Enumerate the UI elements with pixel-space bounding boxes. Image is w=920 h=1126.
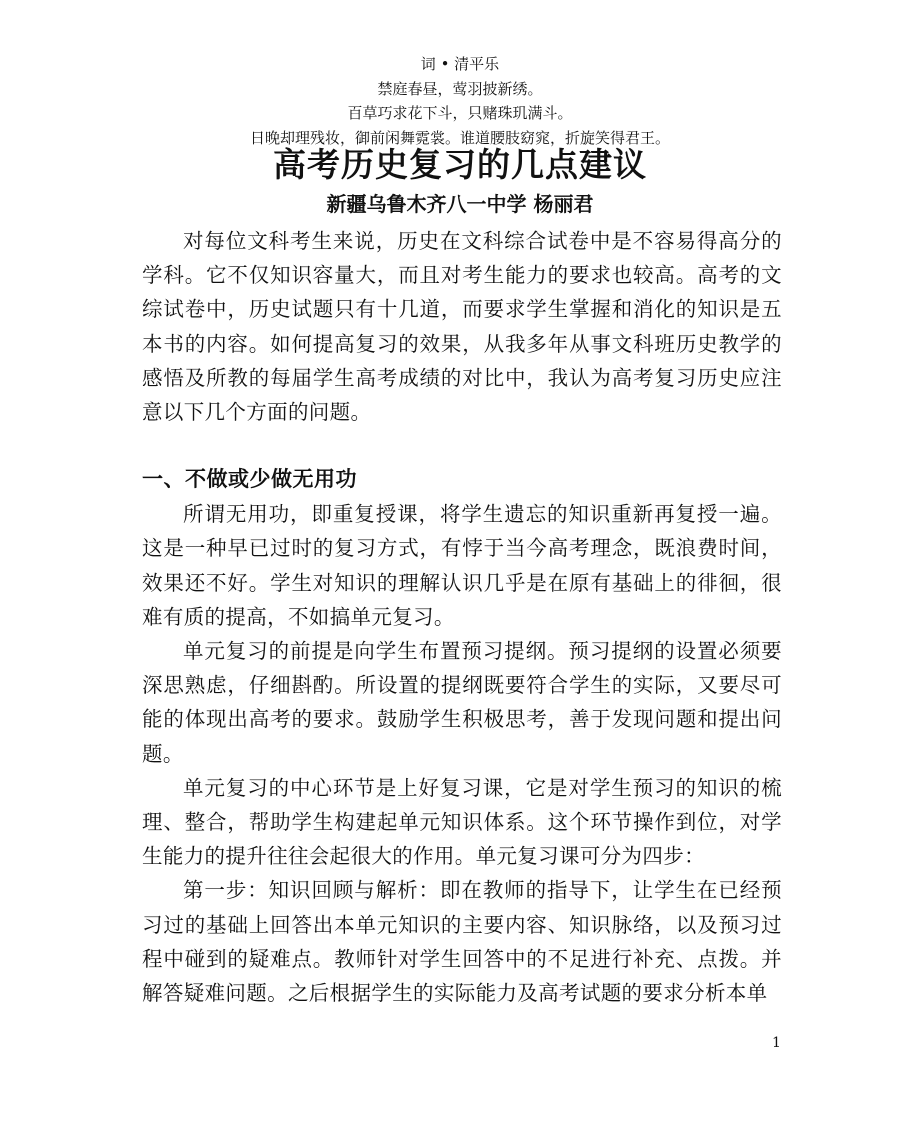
page-number: 1 (772, 1035, 781, 1051)
poem-header (140, 52, 780, 150)
section-heading: 一、不做或少做无用功 (142, 466, 357, 492)
body-paragraph: 第一步：知识回顾与解析：即在教师的指导下，让学生在已经预习过的基础上回答出本单元知识的主要内容、知识脉络，以及预习过程中碰到的疑难点。教师针对学生回答中的不足进行补充、点拨。并解答疑难问题。之后根据学生的实际能力及高考试题的要求分析本单 (142, 878, 782, 1006)
body-paragraph: 单元复习的中心环节是上好复习课，它是对学生预习的知识的梳理、整合，帮助学生构建起单元知识体系。这个环节操作到位，对学生能力的提升往往会起很大的作用。单元复习课可分为四步： (142, 775, 782, 869)
poem-title: 词 • 清平乐 (420, 55, 500, 73)
document-body (142, 224, 782, 1010)
intro-paragraph: 对每位文科考生来说，历史在文科综合试卷中是不容易得高分的学科。它不仅知识容量大，而且对考生能力的要求也较高。高考的文综试卷中，历史试题只有十几道，而要求学生掌握和消化的知识是五本书的内容。如何提高复习的效果，从我多年从事文科班历史教学的感悟及所教的每届学生高考成绩的对比中，我认为高考复习历史应注意以下几个方面的问题。 (142, 229, 782, 425)
body-paragraph: 单元复习的前提是向学生布置预习提纲。预习提纲的设置必须要深思熟虑，仔细斟酌。所设置的提纲既要符合学生的实际，又要尽可能的体现出高考的要求。鼓励学生积极思考，善于发现问题和提出问题。 (142, 639, 782, 766)
document-title: 高考历史复习的几点建议 (273, 145, 647, 184)
body-paragraph: 所谓无用功，即重复授课，将学生遗忘的知识重新再复授一遍。这是一种早已过时的复习方式，有悖于当今高考理念，既浪费时间，效果还不好。学生对知识的理解认识几乎是在原有基础上的徘徊，很难有质的提高，不如搞单元复习。 (142, 502, 782, 629)
poem-line: 日晚却理残妆，御前闲舞霓裳。谁道腰肢窈窕，折旋笑得君王。 (249, 128, 670, 147)
poem-line: 百草巧求花下斗，只赌珠玑满斗。 (347, 104, 573, 122)
document-author: 新疆乌鲁木齐八一中学 杨丽君 (326, 192, 594, 216)
poem-line: 禁庭春昼，莺羽披新绣。 (377, 79, 543, 98)
